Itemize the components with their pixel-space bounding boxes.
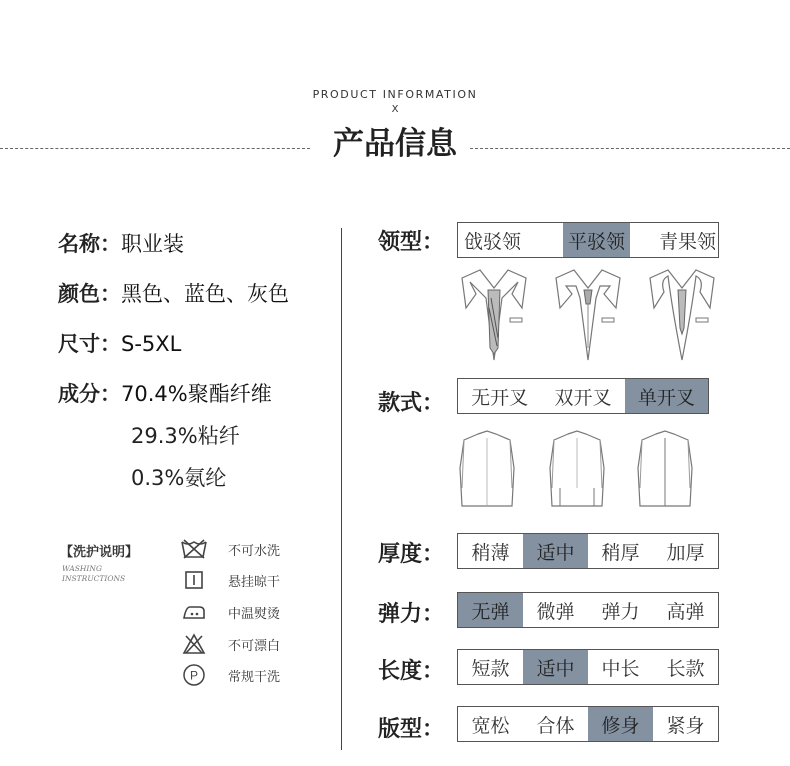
spec-color-value: 黑色、蓝色、灰色 — [121, 282, 289, 306]
header-subtitle-en: PRODUCT INFORMATION — [312, 88, 478, 101]
collar-label: 领型： — [378, 230, 445, 255]
option-slim[interactable]: 修身 — [588, 707, 653, 741]
option-no-stretch[interactable]: 无弹 — [458, 593, 523, 627]
care-item — [180, 663, 280, 687]
vent-label: 款式： — [378, 391, 445, 416]
spec-name — [58, 228, 184, 258]
washing-subtitle — [62, 564, 125, 584]
care-text: 悬挂晾干 — [228, 574, 281, 590]
care-text: 中温熨烫 — [228, 606, 281, 622]
hang-dry-icon — [180, 568, 208, 592]
header-subtitle-x: X — [391, 104, 399, 115]
column-divider — [341, 228, 342, 750]
left-dashed-divider — [0, 148, 310, 149]
option-notch-lapel[interactable]: 平驳领 — [563, 223, 630, 257]
elasticity-label: 弹力： — [378, 602, 445, 627]
option-regular-length[interactable]: 适中 — [523, 650, 588, 684]
spec-size — [58, 328, 181, 358]
option-shawl-lapel[interactable]: 青果领 — [658, 230, 716, 253]
washing-title: 【洗护说明】 — [60, 545, 139, 560]
spec-material-label: 成分： — [58, 382, 121, 406]
spec-color-label: 颜色： — [58, 282, 121, 306]
collar-options — [457, 222, 719, 258]
no-bleach-icon — [180, 632, 208, 656]
option-thick[interactable]: 加厚 — [666, 541, 705, 564]
spec-color — [58, 278, 289, 308]
fit-options — [457, 706, 719, 742]
option-stretch[interactable]: 弹力 — [601, 600, 640, 623]
no-vent-jacket-illustration — [458, 428, 516, 516]
option-high-stretch[interactable]: 高弹 — [666, 600, 705, 623]
spec-material-value-3: 0.3%氨纶 — [131, 466, 227, 490]
option-short[interactable]: 短款 — [471, 657, 510, 680]
spec-name-value: 职业装 — [121, 232, 184, 256]
option-single-vent[interactable]: 单开叉 — [625, 379, 708, 413]
single-vent-jacket-illustration — [636, 428, 694, 516]
option-double-vent[interactable]: 双开叉 — [554, 386, 612, 409]
care-item — [180, 537, 280, 561]
peak-lapel-illustration — [458, 268, 530, 368]
option-peak-lapel[interactable]: 戗驳领 — [464, 230, 522, 253]
spec-material-value-1: 70.4%聚酯纤维 — [121, 382, 272, 406]
option-mid-long[interactable]: 中长 — [601, 657, 640, 680]
length-label: 长度： — [378, 659, 445, 684]
care-text: 常规干洗 — [228, 669, 281, 685]
care-item — [180, 632, 280, 656]
spec-material-value-2: 29.3%粘纤 — [131, 424, 240, 448]
elasticity-options — [457, 592, 719, 628]
spec-size-value: S-5XL — [121, 332, 182, 356]
page-title: 产品信息 — [333, 126, 457, 162]
no-water-wash-icon — [180, 537, 208, 561]
dry-clean-icon — [180, 663, 208, 687]
double-vent-jacket-illustration — [548, 428, 606, 516]
care-text: 不可漂白 — [228, 638, 281, 654]
medium-iron-icon — [180, 600, 208, 624]
care-item — [180, 568, 280, 592]
care-text: 不可水洗 — [228, 543, 281, 559]
option-long[interactable]: 长款 — [666, 657, 705, 680]
thickness-options — [457, 533, 719, 569]
spec-material — [58, 378, 272, 408]
shawl-lapel-illustration — [646, 268, 718, 368]
washing-subtitle-line2: INSTRUCTIONS — [62, 574, 126, 583]
option-thin[interactable]: 稍薄 — [471, 541, 510, 564]
vent-options — [457, 378, 709, 414]
option-loose[interactable]: 宽松 — [471, 714, 510, 737]
spec-name-label: 名称： — [58, 232, 121, 256]
svg-text:P: P — [189, 668, 199, 683]
length-options — [457, 649, 719, 685]
fit-label: 版型： — [378, 717, 445, 742]
right-dashed-divider — [470, 148, 790, 149]
option-slightly-thick[interactable]: 稍厚 — [601, 541, 640, 564]
washing-subtitle-line1: WASHING — [62, 564, 102, 573]
spec-size-label: 尺寸： — [58, 332, 121, 356]
thickness-label: 厚度： — [378, 542, 445, 567]
option-no-vent[interactable]: 无开叉 — [471, 386, 529, 409]
notch-lapel-illustration — [552, 268, 624, 368]
option-tight[interactable]: 紧身 — [666, 714, 705, 737]
option-medium-thickness[interactable]: 适中 — [523, 534, 588, 568]
option-regular-fit[interactable]: 合体 — [536, 714, 575, 737]
option-slight-stretch[interactable]: 微弹 — [536, 600, 575, 623]
care-item — [180, 600, 280, 624]
